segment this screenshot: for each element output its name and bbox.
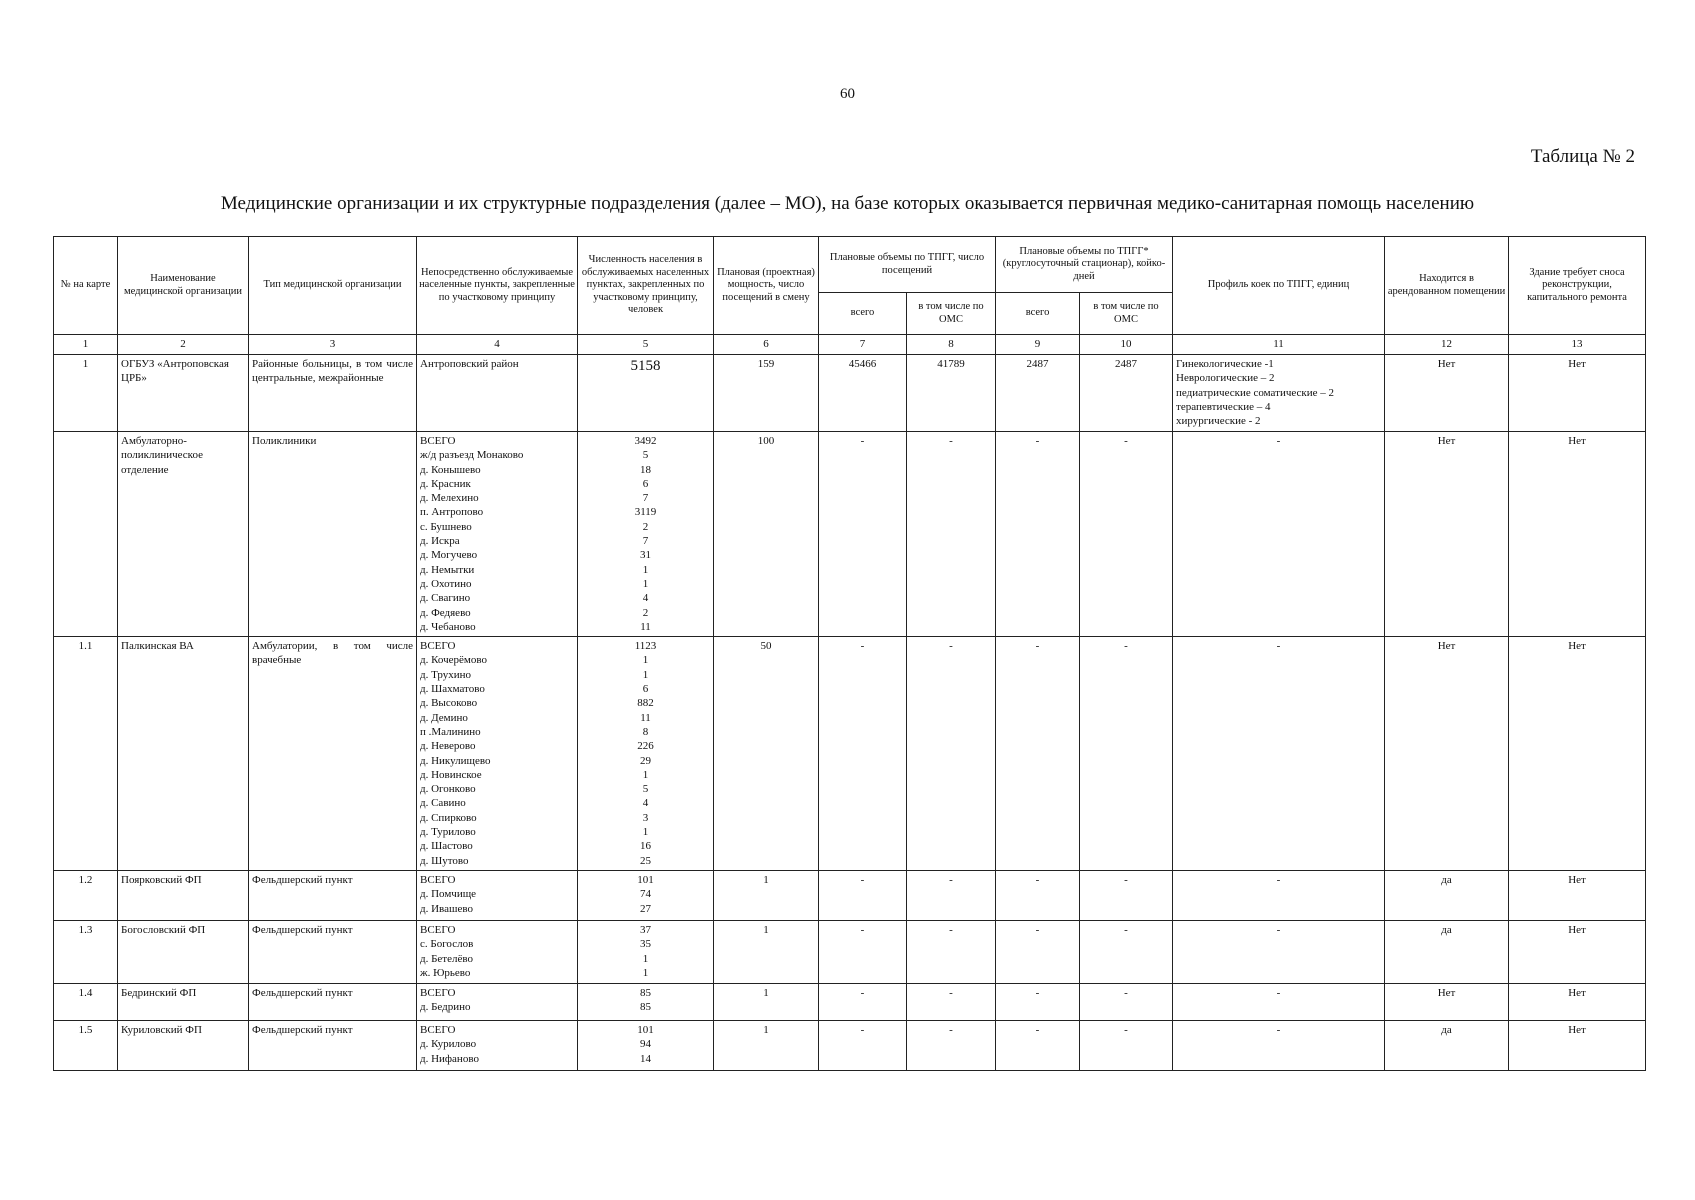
settlement-item: д. Нифаново bbox=[420, 1052, 479, 1065]
row-num: 1.2 bbox=[54, 870, 118, 920]
repair-value: Нет bbox=[1509, 432, 1646, 637]
population-value: 1 bbox=[642, 577, 649, 590]
settlement-item: с. Бушнево bbox=[420, 520, 472, 533]
population-value: 31 bbox=[640, 549, 651, 562]
page-number: 60 bbox=[840, 86, 855, 102]
settlement-item: д. Немытки bbox=[420, 563, 475, 576]
bed-profile-cell bbox=[1173, 355, 1385, 432]
org-type: Фельдшерский пункт bbox=[249, 983, 417, 1020]
bed-profile-item: - bbox=[1276, 640, 1281, 653]
settlement-item: д. Турилово bbox=[420, 826, 476, 839]
population-value: 1 bbox=[642, 668, 649, 681]
visits-total-value: - bbox=[819, 983, 907, 1020]
header-population: Численность населения в обслуживаемых населенных пунктах, закрепленных по участковому принципу, человек bbox=[578, 237, 714, 335]
repair-value: Нет bbox=[1509, 870, 1646, 920]
population-value: 11 bbox=[640, 620, 651, 633]
bed-profile-item: - bbox=[1276, 435, 1281, 447]
row-num: 1 bbox=[54, 355, 118, 432]
population-value: 74 bbox=[640, 888, 651, 901]
population-value: 2 bbox=[642, 520, 649, 533]
settlements-cell bbox=[417, 870, 578, 920]
header-type: Тип медицинской организации bbox=[249, 237, 417, 335]
population-cell bbox=[578, 355, 714, 432]
column-number: 4 bbox=[417, 335, 578, 355]
visits-total-value: - bbox=[819, 1020, 907, 1070]
population-value: 16 bbox=[640, 840, 651, 853]
beds-oms-value: - bbox=[1080, 870, 1173, 920]
repair-value: Нет bbox=[1509, 637, 1646, 871]
beds-oms-value: - bbox=[1080, 1020, 1173, 1070]
population-value: 14 bbox=[640, 1052, 651, 1065]
population-value: 101 bbox=[637, 1023, 654, 1036]
settlement-item: д. Свагино bbox=[420, 592, 471, 605]
repair-value: Нет bbox=[1509, 355, 1646, 432]
column-number: 9 bbox=[996, 335, 1080, 355]
org-name: Поярковский ФП bbox=[118, 870, 249, 920]
row-num: 1.5 bbox=[54, 1020, 118, 1070]
table-label: Таблица № 2 bbox=[1530, 146, 1635, 167]
column-number: 3 bbox=[249, 335, 417, 355]
settlement-item: д. Ивашево bbox=[420, 902, 473, 915]
population-value: 5 bbox=[642, 449, 649, 462]
table-header bbox=[54, 237, 1646, 355]
settlement-item: д. Неверово bbox=[420, 740, 476, 753]
header-repair: Здание требует сноса реконструкции, капитального ремонта bbox=[1509, 237, 1646, 335]
population-value: 3492 bbox=[634, 435, 657, 447]
population-cell bbox=[578, 432, 714, 637]
bed-profile-item: педиатрические соматические – 2 bbox=[1176, 386, 1335, 399]
row-num: 1.4 bbox=[54, 983, 118, 1020]
settlement-item: д. Курилово bbox=[420, 1038, 477, 1051]
settlement-item: п. Антропово bbox=[420, 506, 484, 519]
settlement-item: д. Демино bbox=[420, 711, 468, 724]
settlement-item: с. Богослов bbox=[420, 938, 474, 951]
population-value: 5158 bbox=[630, 358, 661, 374]
settlement-item: д. Конышево bbox=[420, 463, 481, 476]
settlements-cell bbox=[417, 920, 578, 983]
settlement-item: Антроповский район bbox=[420, 358, 519, 370]
visits-total-value: - bbox=[819, 637, 907, 871]
population-value: 1 bbox=[642, 966, 649, 979]
population-value: 2 bbox=[642, 606, 649, 619]
population-value: 6 bbox=[642, 683, 649, 696]
visits-oms-value: - bbox=[907, 870, 996, 920]
header-beds-group: Плановые объемы по ТПГГ* (круглосуточный стационар), койко-дней bbox=[996, 237, 1173, 293]
settlement-item: д. Красник bbox=[420, 477, 471, 490]
beds-total-value: - bbox=[996, 920, 1080, 983]
population-cell bbox=[578, 920, 714, 983]
settlement-item: ж/д разъезд Монаково bbox=[420, 449, 524, 462]
beds-oms-value: - bbox=[1080, 920, 1173, 983]
header-beds-oms: в том числе по ОМС bbox=[1080, 293, 1173, 335]
org-type: Поликлиники bbox=[249, 432, 417, 637]
column-number: 6 bbox=[714, 335, 819, 355]
population-value: 6 bbox=[642, 477, 649, 490]
organizations-table bbox=[53, 236, 1646, 1071]
settlement-item: д. Бедрино bbox=[420, 1001, 471, 1014]
beds-oms-value: - bbox=[1080, 983, 1173, 1020]
settlement-item: д. Кочерёмово bbox=[420, 654, 487, 667]
population-cell bbox=[578, 983, 714, 1020]
settlement-item: д. Огонково bbox=[420, 783, 476, 796]
capacity-value: 1 bbox=[714, 920, 819, 983]
bed-profile-cell bbox=[1173, 920, 1385, 983]
settlement-item: ВСЕГО bbox=[420, 873, 456, 886]
population-value: 1 bbox=[642, 826, 649, 839]
settlements-cell bbox=[417, 637, 578, 871]
settlement-item: д. Чебаново bbox=[420, 620, 476, 633]
repair-value: Нет bbox=[1509, 920, 1646, 983]
org-name: Палкинская ВА bbox=[118, 637, 249, 871]
bed-profile-cell bbox=[1173, 1020, 1385, 1070]
org-name: Амбулаторно-поликлиническое отделение bbox=[118, 432, 249, 637]
capacity-value: 100 bbox=[714, 432, 819, 637]
bed-profile-item: Неврологические – 2 bbox=[1176, 372, 1275, 385]
population-value: 85 bbox=[640, 1001, 651, 1014]
population-value: 1 bbox=[642, 768, 649, 781]
bed-profile-item: - bbox=[1276, 1023, 1281, 1036]
population-value: 35 bbox=[640, 938, 651, 951]
bed-profile-cell bbox=[1173, 870, 1385, 920]
table-row bbox=[54, 355, 1646, 432]
beds-total-value: - bbox=[996, 637, 1080, 871]
table-row bbox=[54, 637, 1646, 871]
population-value: 27 bbox=[640, 902, 651, 915]
beds-oms-value: 2487 bbox=[1080, 355, 1173, 432]
beds-total-value: - bbox=[996, 870, 1080, 920]
population-value: 5 bbox=[642, 783, 649, 796]
column-number: 11 bbox=[1173, 335, 1385, 355]
settlement-item: ВСЕГО bbox=[420, 1023, 456, 1036]
settlement-item: д. Охотино bbox=[420, 577, 472, 590]
visits-total-value: 45466 bbox=[819, 355, 907, 432]
bed-profile-item: терапевтические – 4 bbox=[1176, 400, 1271, 413]
bed-profile-cell bbox=[1173, 983, 1385, 1020]
population-cell bbox=[578, 637, 714, 871]
header-capacity: Плановая (проектная) мощность, число посещений в смену bbox=[714, 237, 819, 335]
header-visits-group: Плановые объемы по ТПГГ, число посещений bbox=[819, 237, 996, 293]
settlement-item: ВСЕГО bbox=[420, 640, 456, 653]
settlement-item: д. Шутово bbox=[420, 854, 469, 867]
beds-total-value: 2487 bbox=[996, 355, 1080, 432]
population-value: 4 bbox=[642, 592, 649, 605]
settlement-item: д. Спирково bbox=[420, 811, 477, 824]
settlement-item: п .Малинино bbox=[420, 725, 481, 738]
population-value: 7 bbox=[642, 535, 649, 548]
rented-value: Нет bbox=[1385, 355, 1509, 432]
settlement-item: ВСЕГО bbox=[420, 923, 456, 936]
capacity-value: 1 bbox=[714, 1020, 819, 1070]
visits-oms-value: - bbox=[907, 432, 996, 637]
population-value: 101 bbox=[637, 873, 654, 886]
bed-profile-item: - bbox=[1276, 873, 1281, 886]
population-value: 18 bbox=[640, 463, 651, 476]
population-value: 1 bbox=[642, 952, 649, 965]
visits-total-value: - bbox=[819, 432, 907, 637]
settlement-item: д. Помчище bbox=[420, 888, 477, 901]
settlement-item: д. Высоково bbox=[420, 697, 478, 710]
visits-oms-value: - bbox=[907, 637, 996, 871]
header-rented: Находится в арендованном помещении bbox=[1385, 237, 1509, 335]
settlement-item: д. Никулищево bbox=[420, 754, 491, 767]
bed-profile-cell bbox=[1173, 637, 1385, 871]
visits-oms-value: 41789 bbox=[907, 355, 996, 432]
population-value: 1123 bbox=[634, 640, 657, 653]
settlement-item: д. Трухино bbox=[420, 668, 472, 681]
visits-total-value: - bbox=[819, 920, 907, 983]
population-value: 25 bbox=[640, 854, 651, 867]
visits-oms-value: - bbox=[907, 1020, 996, 1070]
org-type: Фельдшерский пункт bbox=[249, 870, 417, 920]
org-name: Куриловский ФП bbox=[118, 1020, 249, 1070]
settlement-item: д. Новинское bbox=[420, 768, 482, 781]
population-cell bbox=[578, 870, 714, 920]
column-number: 1 bbox=[54, 335, 118, 355]
capacity-value: 1 bbox=[714, 870, 819, 920]
beds-oms-value: - bbox=[1080, 432, 1173, 637]
header-visits-total: всего bbox=[819, 293, 907, 335]
repair-value: Нет bbox=[1509, 983, 1646, 1020]
settlement-item: д. Искра bbox=[420, 535, 460, 548]
row-num: 1.1 bbox=[54, 637, 118, 871]
population-value: 4 bbox=[642, 797, 649, 810]
beds-oms-value: - bbox=[1080, 637, 1173, 871]
settlement-item: д. Могучево bbox=[420, 549, 478, 562]
population-value: 94 bbox=[640, 1038, 651, 1051]
beds-total-value: - bbox=[996, 432, 1080, 637]
org-name: ОГБУЗ «Антроповская ЦРБ» bbox=[118, 355, 249, 432]
header-bed-profile: Профиль коек по ТПГГ, единиц bbox=[1173, 237, 1385, 335]
org-name: Богословский ФП bbox=[118, 920, 249, 983]
settlement-item: д. Савино bbox=[420, 797, 466, 810]
header-name: Наименование медицинской организации bbox=[118, 237, 249, 335]
header-num: № на карте bbox=[54, 237, 118, 335]
header-beds-total: всего bbox=[996, 293, 1080, 335]
population-value: 882 bbox=[637, 697, 654, 710]
column-number: 8 bbox=[907, 335, 996, 355]
population-value: 37 bbox=[640, 923, 651, 936]
settlement-item: д. Мелехино bbox=[420, 492, 479, 505]
column-number: 10 bbox=[1080, 335, 1173, 355]
org-type: Фельдшерский пункт bbox=[249, 1020, 417, 1070]
row-num: 1.3 bbox=[54, 920, 118, 983]
settlements-cell bbox=[417, 355, 578, 432]
bed-profile-item: - bbox=[1276, 986, 1281, 999]
settlements-cell bbox=[417, 1020, 578, 1070]
table-row bbox=[54, 870, 1646, 920]
capacity-value: 159 bbox=[714, 355, 819, 432]
column-number: 13 bbox=[1509, 335, 1646, 355]
rented-value: да bbox=[1385, 1020, 1509, 1070]
settlements-cell bbox=[417, 432, 578, 637]
table-row bbox=[54, 1020, 1646, 1070]
bed-profile-item: хирургические - 2 bbox=[1176, 415, 1261, 428]
column-number: 12 bbox=[1385, 335, 1509, 355]
population-value: 3 bbox=[642, 811, 649, 824]
beds-total-value: - bbox=[996, 1020, 1080, 1070]
population-value: 8 bbox=[642, 725, 649, 738]
org-type: Амбулатории, в том числе врачебные bbox=[249, 637, 417, 871]
header-visits-oms: в том числе по ОМС bbox=[907, 293, 996, 335]
population-value: 1 bbox=[642, 654, 649, 667]
table-row bbox=[54, 432, 1646, 637]
settlement-item: д. Федяево bbox=[420, 606, 471, 619]
settlement-item: ВСЕГО bbox=[420, 986, 456, 999]
population-value: 226 bbox=[637, 740, 654, 753]
bed-profile-item: - bbox=[1276, 923, 1281, 936]
settlement-item: д. Бетелёво bbox=[420, 952, 473, 965]
population-value: 11 bbox=[640, 711, 651, 724]
rented-value: Нет bbox=[1385, 432, 1509, 637]
repair-value: Нет bbox=[1509, 1020, 1646, 1070]
bed-profile-cell bbox=[1173, 432, 1385, 637]
visits-oms-value: - bbox=[907, 920, 996, 983]
rented-value: Нет bbox=[1385, 983, 1509, 1020]
population-value: 3119 bbox=[634, 506, 657, 519]
settlement-item: д. Шастово bbox=[420, 840, 473, 853]
header-settlements: Непосредственно обслуживаемые населенные пункты, закрепленные по участковому принципу bbox=[417, 237, 578, 335]
visits-total-value: - bbox=[819, 870, 907, 920]
org-type: Фельдшерский пункт bbox=[249, 920, 417, 983]
row-num bbox=[54, 432, 118, 637]
org-type: Районные больницы, в том числе центральные, межрайонные bbox=[249, 355, 417, 432]
document-title: Медицинские организации и их структурные подразделения (далее – МО), на базе которых оказывается первичная медико-санитарная помощь населению bbox=[220, 193, 1475, 214]
rented-value: да bbox=[1385, 920, 1509, 983]
column-number: 2 bbox=[118, 335, 249, 355]
column-number: 7 bbox=[819, 335, 907, 355]
population-value: 85 bbox=[640, 986, 651, 999]
bed-profile-item: Гинекологические -1 bbox=[1176, 358, 1274, 370]
column-numbers-row bbox=[54, 335, 1646, 355]
org-name: Бедринский ФП bbox=[118, 983, 249, 1020]
population-value: 7 bbox=[642, 492, 649, 505]
table-row bbox=[54, 983, 1646, 1020]
table-body bbox=[54, 355, 1646, 1071]
capacity-value: 50 bbox=[714, 637, 819, 871]
settlements-cell bbox=[417, 983, 578, 1020]
population-value: 1 bbox=[642, 563, 649, 576]
settlement-item: ж. Юрьево bbox=[420, 966, 471, 979]
beds-total-value: - bbox=[996, 983, 1080, 1020]
settlement-item: ВСЕГО bbox=[420, 435, 456, 447]
visits-oms-value: - bbox=[907, 983, 996, 1020]
population-value: 29 bbox=[640, 754, 651, 767]
population-cell bbox=[578, 1020, 714, 1070]
table-row bbox=[54, 920, 1646, 983]
rented-value: да bbox=[1385, 870, 1509, 920]
settlement-item: д. Шахматово bbox=[420, 683, 485, 696]
rented-value: Нет bbox=[1385, 637, 1509, 871]
capacity-value: 1 bbox=[714, 983, 819, 1020]
column-number: 5 bbox=[578, 335, 714, 355]
